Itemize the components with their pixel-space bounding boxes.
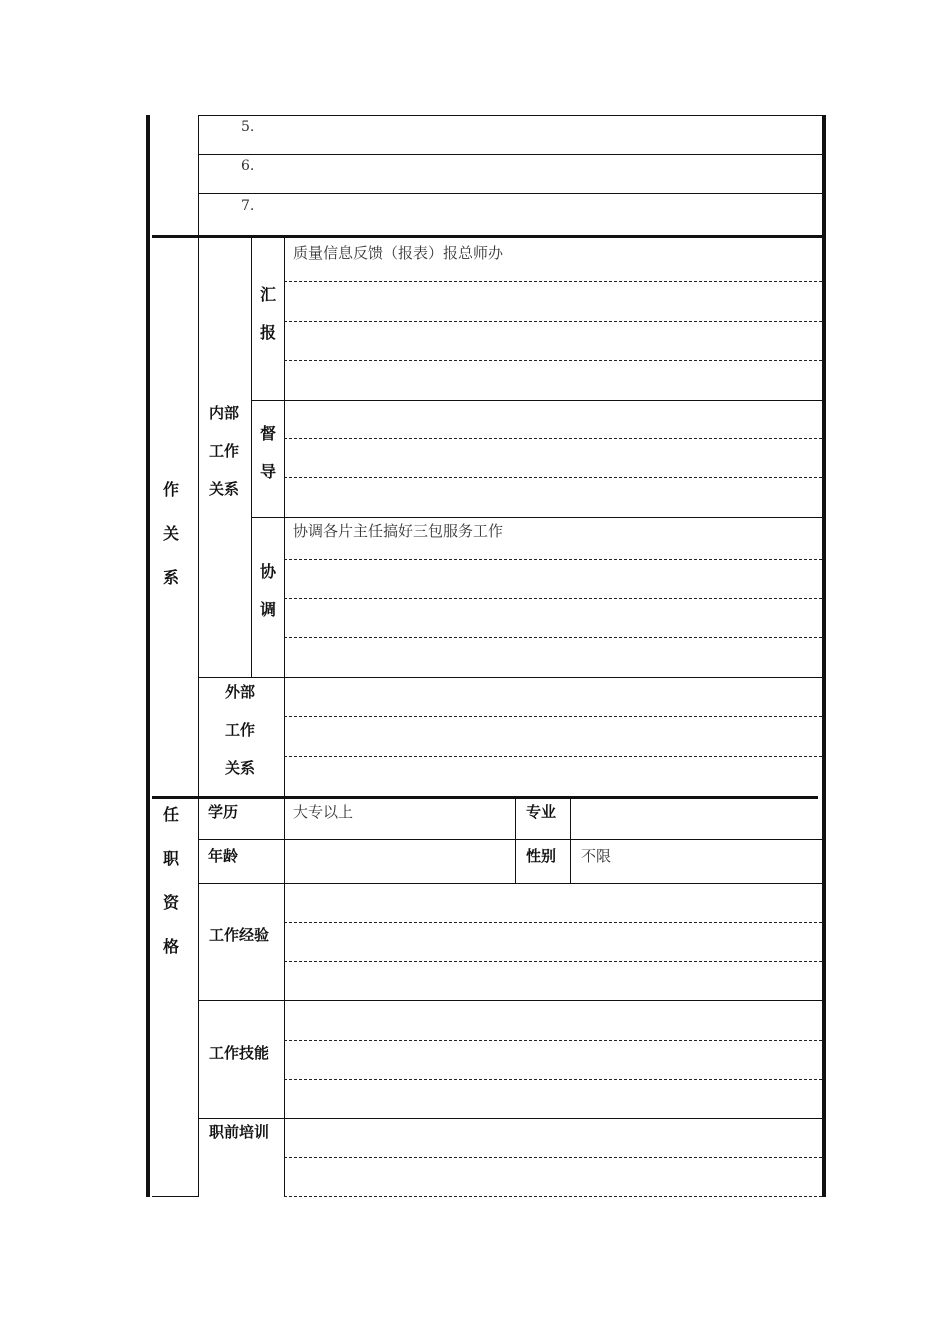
dashed-line — [284, 281, 822, 282]
row-divider — [198, 1000, 824, 1001]
qualification-label-divider — [284, 798, 285, 1197]
section-separator — [152, 796, 818, 799]
skills-label: 工作技能 — [209, 1044, 270, 1062]
relations-section-char-3: 系 — [163, 568, 180, 587]
gender-label: 性别 — [526, 847, 557, 865]
row-divider — [198, 193, 824, 194]
report-text: 质量信息反馈（报表）报总师办 — [293, 244, 504, 262]
dashed-line — [284, 716, 822, 717]
internal-column-divider — [251, 237, 252, 677]
supervise-label-char-2: 导 — [260, 462, 277, 481]
training-label: 职前培训 — [209, 1123, 270, 1141]
internal-relations-label-2: 工作 — [209, 442, 240, 460]
row-divider — [198, 154, 824, 155]
dashed-line — [284, 961, 822, 962]
qualifications-section-char-4: 格 — [163, 937, 180, 956]
block-divider — [251, 517, 824, 518]
coordinate-text: 协调各片主任搞好三包服务工作 — [293, 522, 504, 540]
top-border — [198, 115, 824, 116]
major-label: 专业 — [526, 803, 557, 821]
relations-section-char-2: 关 — [163, 524, 180, 543]
row-divider — [198, 1118, 824, 1119]
frame-right-border — [822, 115, 826, 1197]
qualifications-section-char-1: 任 — [163, 805, 180, 824]
dashed-line — [284, 360, 822, 361]
dashed-line — [284, 559, 822, 560]
dashed-line — [284, 922, 822, 923]
row-divider — [198, 883, 824, 884]
internal-relations-label-3: 关系 — [209, 480, 240, 498]
block-divider — [198, 677, 824, 678]
item-number-7: 7. — [241, 198, 255, 214]
dashed-line — [284, 1196, 822, 1197]
supervise-label-char-1: 督 — [260, 424, 277, 443]
external-relations-label-3: 关系 — [225, 759, 256, 777]
coordinate-label-char-2: 调 — [260, 600, 277, 619]
qualifications-section-char-2: 职 — [163, 849, 180, 868]
item-number-5: 5. — [241, 119, 255, 135]
section-column-divider — [198, 115, 199, 1197]
dashed-line — [284, 756, 822, 757]
dashed-line — [284, 1040, 822, 1041]
experience-label: 工作经验 — [209, 926, 270, 944]
row-divider — [198, 839, 824, 840]
qualifications-section-char-3: 资 — [163, 893, 180, 912]
qualification-mid-divider — [570, 798, 571, 883]
bottom-left-border — [152, 1196, 198, 1197]
dashed-line — [284, 477, 822, 478]
education-value: 大专以上 — [293, 803, 354, 821]
dashed-line — [284, 321, 822, 322]
qualification-mid-divider — [515, 798, 516, 883]
dashed-line — [284, 637, 822, 638]
coordinate-label-char-1: 协 — [260, 562, 277, 581]
external-relations-label-1: 外部 — [225, 683, 256, 701]
external-relations-label-2: 工作 — [225, 721, 256, 739]
internal-relations-label-1: 内部 — [209, 404, 240, 422]
education-label: 学历 — [208, 803, 239, 821]
dashed-line — [284, 598, 822, 599]
gender-value: 不限 — [581, 847, 612, 865]
section-separator — [152, 235, 822, 238]
relations-section-char-1: 作 — [163, 480, 180, 499]
age-label: 年龄 — [208, 847, 239, 865]
report-label-char-1: 汇 — [260, 285, 277, 304]
item-number-6: 6. — [241, 158, 255, 174]
report-label-char-2: 报 — [260, 323, 277, 342]
block-divider — [251, 400, 824, 401]
frame-left-border — [146, 115, 150, 1197]
dashed-line — [284, 1079, 822, 1080]
dashed-line — [284, 1157, 822, 1158]
dashed-line — [284, 438, 822, 439]
